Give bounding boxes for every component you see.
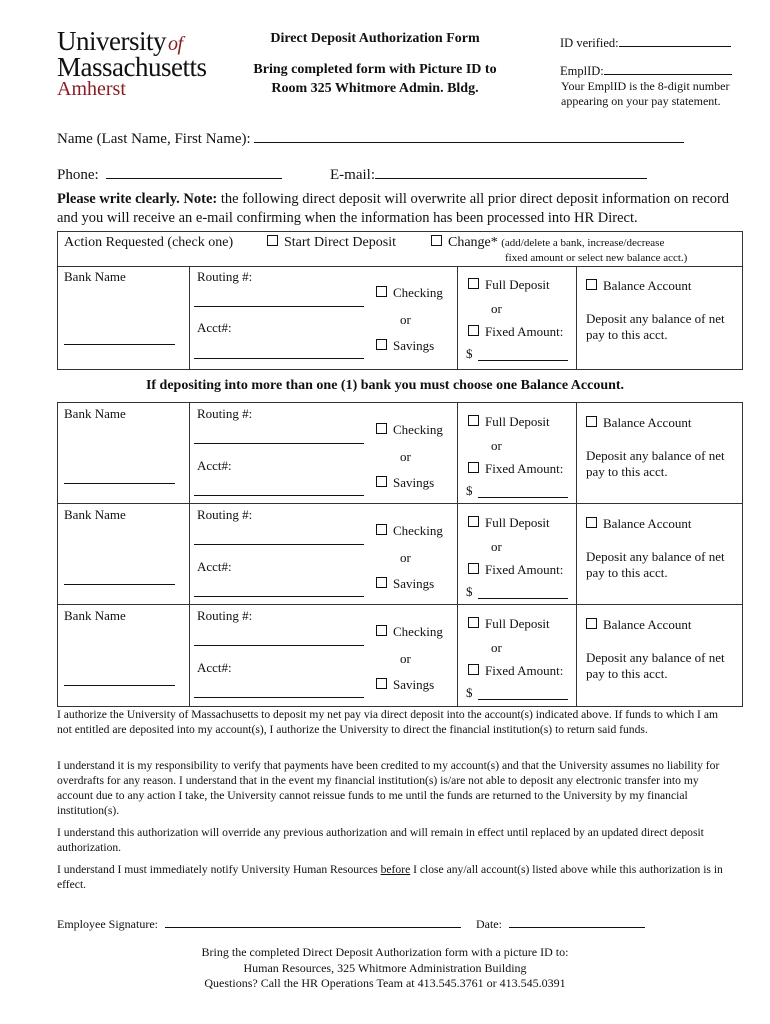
acct-label: Acct#: [197, 458, 232, 473]
bank-row [58, 403, 742, 503]
authorization-paragraph-4 [57, 862, 735, 892]
full-deposit-option[interactable] [468, 616, 550, 632]
fixed-amount-checkbox[interactable] [468, 325, 479, 336]
balance-note-line2: pay to this acct. [586, 666, 668, 681]
checking-label: Checking [393, 523, 443, 538]
balance-note-line1: Deposit any balance of net [586, 549, 725, 564]
footer-line1: Bring the completed Direct Deposit Authorization form with a picture ID to: [201, 945, 569, 959]
fixed-amount-checkbox[interactable] [468, 462, 479, 473]
authorization-paragraph-3: I understand this authorization will override any previous authorization and will remain in effect until replaced by an updated direct deposit authorization. [57, 826, 704, 854]
savings-checkbox[interactable] [376, 577, 387, 588]
balance-note-line2: pay to this acct. [586, 327, 668, 342]
change-option[interactable] [431, 235, 664, 251]
savings-label: Savings [393, 338, 435, 353]
balance-account-label: Balance Account [603, 516, 692, 531]
checking-label: Checking [393, 285, 443, 300]
fixed-amount-label: Fixed Amount: [485, 324, 564, 339]
fixed-amount-option[interactable] [468, 324, 563, 340]
acct-field[interactable] [194, 495, 364, 496]
balance-account-option[interactable] [586, 415, 691, 431]
fixed-amount-label: Fixed Amount: [485, 663, 564, 678]
bank-name-field[interactable] [64, 483, 175, 484]
full-deposit-checkbox[interactable] [468, 617, 479, 628]
additional-bank-table [57, 402, 743, 707]
fixed-amount-field[interactable] [478, 699, 568, 700]
full-deposit-checkbox[interactable] [468, 415, 479, 426]
p4-underlined: before [380, 863, 411, 876]
bank-row [58, 504, 742, 604]
logo-amherst-text: Amherst [57, 78, 126, 100]
balance-note-line1: Deposit any balance of net [586, 311, 725, 326]
change-note-line1: (add/delete a bank, increase/decrease [501, 237, 665, 249]
email-field[interactable] [375, 166, 647, 179]
instruction-line2: Room 325 Whitmore Admin. Bldg. [271, 81, 479, 96]
full-deposit-option[interactable] [468, 277, 550, 293]
emplid-note-line1: Your EmplID is the 8-digit number [561, 79, 730, 93]
savings-option[interactable] [376, 576, 434, 592]
instruction-line1: Bring completed form with Picture ID to [253, 62, 497, 77]
routing-field[interactable] [194, 443, 364, 444]
id-verified-label: ID verified: [560, 36, 619, 50]
balance-note-line1: Deposit any balance of net [586, 448, 725, 463]
change-note-line2: fixed amount or select new balance acct.) [505, 252, 688, 264]
dollar-sign: $ [466, 584, 473, 599]
fixed-amount-checkbox[interactable] [468, 664, 479, 675]
or-text: or [400, 550, 411, 565]
p4-after: I close any/all account(s) listed above while this authorization is in effect. [57, 863, 723, 891]
savings-option[interactable] [376, 475, 434, 491]
or-text: or [491, 438, 502, 453]
p4-before: I understand I must immediately notify University Human Resources [57, 863, 381, 876]
balance-note-line1: Deposit any balance of net [586, 650, 725, 665]
multi-bank-note: If depositing into more than one (1) bank you must choose one Balance Account. [145, 378, 625, 393]
emplid-row [560, 62, 732, 79]
checking-option[interactable] [376, 523, 443, 539]
routing-field[interactable] [194, 306, 364, 307]
fixed-amount-field[interactable] [478, 497, 568, 498]
full-deposit-option[interactable] [468, 414, 550, 430]
routing-label: Routing #: [197, 269, 253, 284]
checking-checkbox[interactable] [376, 524, 387, 535]
or-text: or [491, 539, 502, 554]
start-checkbox[interactable] [267, 235, 278, 246]
fixed-amount-label: Fixed Amount: [485, 461, 564, 476]
full-deposit-label: Full Deposit [485, 414, 550, 429]
routing-label: Routing #: [197, 608, 253, 623]
bank-name-field[interactable] [64, 685, 175, 686]
balance-note-line2: pay to this acct. [586, 464, 668, 479]
full-deposit-label: Full Deposit [485, 277, 550, 292]
id-verified-field[interactable] [619, 34, 731, 47]
balance-account-checkbox[interactable] [586, 517, 597, 528]
routing-field[interactable] [194, 544, 364, 545]
bank-name-label: Bank Name [64, 406, 126, 421]
acct-field[interactable] [194, 358, 364, 359]
bank-name-label: Bank Name [64, 507, 126, 522]
form-title: Direct Deposit Authorization Form [270, 31, 480, 46]
fixed-amount-field[interactable] [478, 598, 568, 599]
or-text: or [400, 651, 411, 666]
notice-text: the following direct deposit will overwrite all prior direct deposit information on record and you will receive an e-mail confirming when the information has been processed into HR Direct. [57, 191, 730, 226]
checking-checkbox[interactable] [376, 625, 387, 636]
balance-account-checkbox[interactable] [586, 618, 597, 629]
bank-name-field[interactable] [64, 344, 175, 345]
emplid-note-line2: appearing on your pay statement. [561, 94, 721, 108]
phone-field[interactable] [106, 166, 282, 179]
name-row [57, 130, 684, 148]
change-label: Change* [448, 235, 498, 250]
balance-account-option[interactable] [586, 516, 691, 532]
dollar-sign: $ [466, 483, 473, 498]
name-label: Name (Last Name, First Name): [57, 131, 251, 147]
start-direct-deposit-option[interactable] [267, 235, 396, 251]
savings-label: Savings [393, 576, 435, 591]
routing-label: Routing #: [197, 507, 253, 522]
checking-label: Checking [393, 624, 443, 639]
routing-label: Routing #: [197, 406, 253, 421]
savings-checkbox[interactable] [376, 339, 387, 350]
date-field[interactable] [509, 915, 645, 928]
signature-row [57, 915, 645, 932]
acct-field[interactable] [194, 697, 364, 698]
fixed-amount-field[interactable] [478, 360, 568, 361]
balance-account-option[interactable] [586, 617, 691, 633]
start-label: Start Direct Deposit [284, 235, 396, 250]
or-text: or [491, 640, 502, 655]
phone-row [57, 166, 282, 184]
balance-account-label: Balance Account [603, 617, 692, 632]
notice-paragraph [57, 190, 737, 228]
acct-label: Acct#: [197, 320, 232, 335]
emplid-note [561, 79, 761, 109]
id-verified-row [560, 34, 731, 51]
checking-checkbox[interactable] [376, 286, 387, 297]
dollar-sign: $ [466, 346, 473, 361]
logo-university-text: University [57, 26, 166, 56]
email-row [330, 166, 647, 184]
or-text: or [400, 449, 411, 464]
savings-checkbox[interactable] [376, 476, 387, 487]
checking-option[interactable] [376, 285, 443, 301]
balance-account-checkbox[interactable] [586, 416, 597, 427]
full-deposit-checkbox[interactable] [468, 516, 479, 527]
emplid-label: EmplID: [560, 64, 604, 78]
full-deposit-label: Full Deposit [485, 616, 550, 631]
footer-line3: Questions? Call the HR Operations Team at 413.545.3761 or 413.545.0391 [204, 976, 566, 990]
phone-label: Phone: [57, 167, 99, 183]
or-text: or [491, 301, 502, 316]
checking-label: Checking [393, 422, 443, 437]
emplid-field[interactable] [604, 62, 732, 75]
authorization-paragraph-2: I understand it is my responsibility to verify that payments have been credited to my account(s) and that the University assumes no liability for overdrafts for any reason. I understand that in the event my financial institution(s) is/are not able to deposit any electronic transfer into my account due to any action I take, the University cannot reissue funds to me until the funds are returned to the University by my financial institution(s). [57, 759, 720, 817]
checking-option[interactable] [376, 422, 443, 438]
logo-of-text: of [168, 33, 183, 55]
footer-line2: Human Resources, 325 Whitmore Administration Building [243, 960, 527, 975]
logo-massachusetts-text: Massachusetts [57, 52, 207, 82]
acct-label: Acct#: [197, 660, 232, 675]
primary-bank-table [57, 231, 743, 370]
savings-option[interactable] [376, 338, 434, 354]
employee-signature-label: Employee Signature: [57, 917, 158, 931]
fixed-amount-option[interactable] [468, 663, 563, 679]
full-deposit-label: Full Deposit [485, 515, 550, 530]
action-requested-label: Action Requested (check one) [64, 235, 234, 250]
bank-name-field[interactable] [64, 584, 175, 585]
footer [0, 945, 770, 992]
name-field[interactable] [254, 130, 684, 143]
fixed-amount-option[interactable] [468, 562, 563, 578]
savings-label: Savings [393, 475, 435, 490]
bank-row [58, 266, 742, 369]
checking-option[interactable] [376, 624, 443, 640]
full-deposit-checkbox[interactable] [468, 278, 479, 289]
balance-account-checkbox[interactable] [586, 279, 597, 290]
fixed-amount-label: Fixed Amount: [485, 562, 564, 577]
balance-account-option[interactable] [586, 278, 691, 294]
balance-note-line2: pay to this acct. [586, 565, 668, 580]
savings-label: Savings [393, 677, 435, 692]
change-checkbox[interactable] [431, 235, 442, 246]
fixed-amount-checkbox[interactable] [468, 563, 479, 574]
dollar-sign: $ [466, 685, 473, 700]
balance-account-label: Balance Account [603, 278, 692, 293]
savings-option[interactable] [376, 677, 434, 693]
notice-bold: Please write clearly. Note: [57, 191, 218, 207]
routing-field[interactable] [194, 645, 364, 646]
acct-label: Acct#: [197, 559, 232, 574]
checking-checkbox[interactable] [376, 423, 387, 434]
or-text: or [400, 312, 411, 327]
bank-name-label: Bank Name [64, 608, 126, 623]
date-label: Date: [475, 917, 502, 931]
acct-field[interactable] [194, 596, 364, 597]
bank-name-label: Bank Name [64, 269, 126, 284]
balance-account-label: Balance Account [603, 415, 692, 430]
full-deposit-option[interactable] [468, 515, 550, 531]
authorization-paragraph-1: I authorize the University of Massachusetts to deposit my net pay via direct deposit into the account(s) indicated above. If funds to which I am not entitled are deposited into my account(s), I authorize the University to direct the financial institution(s) to return said funds. [57, 708, 718, 736]
employee-signature-field[interactable] [165, 915, 461, 928]
fixed-amount-option[interactable] [468, 461, 563, 477]
savings-checkbox[interactable] [376, 678, 387, 689]
submission-instruction [230, 60, 520, 98]
bank-row [58, 605, 742, 705]
email-label: E-mail: [330, 167, 375, 183]
